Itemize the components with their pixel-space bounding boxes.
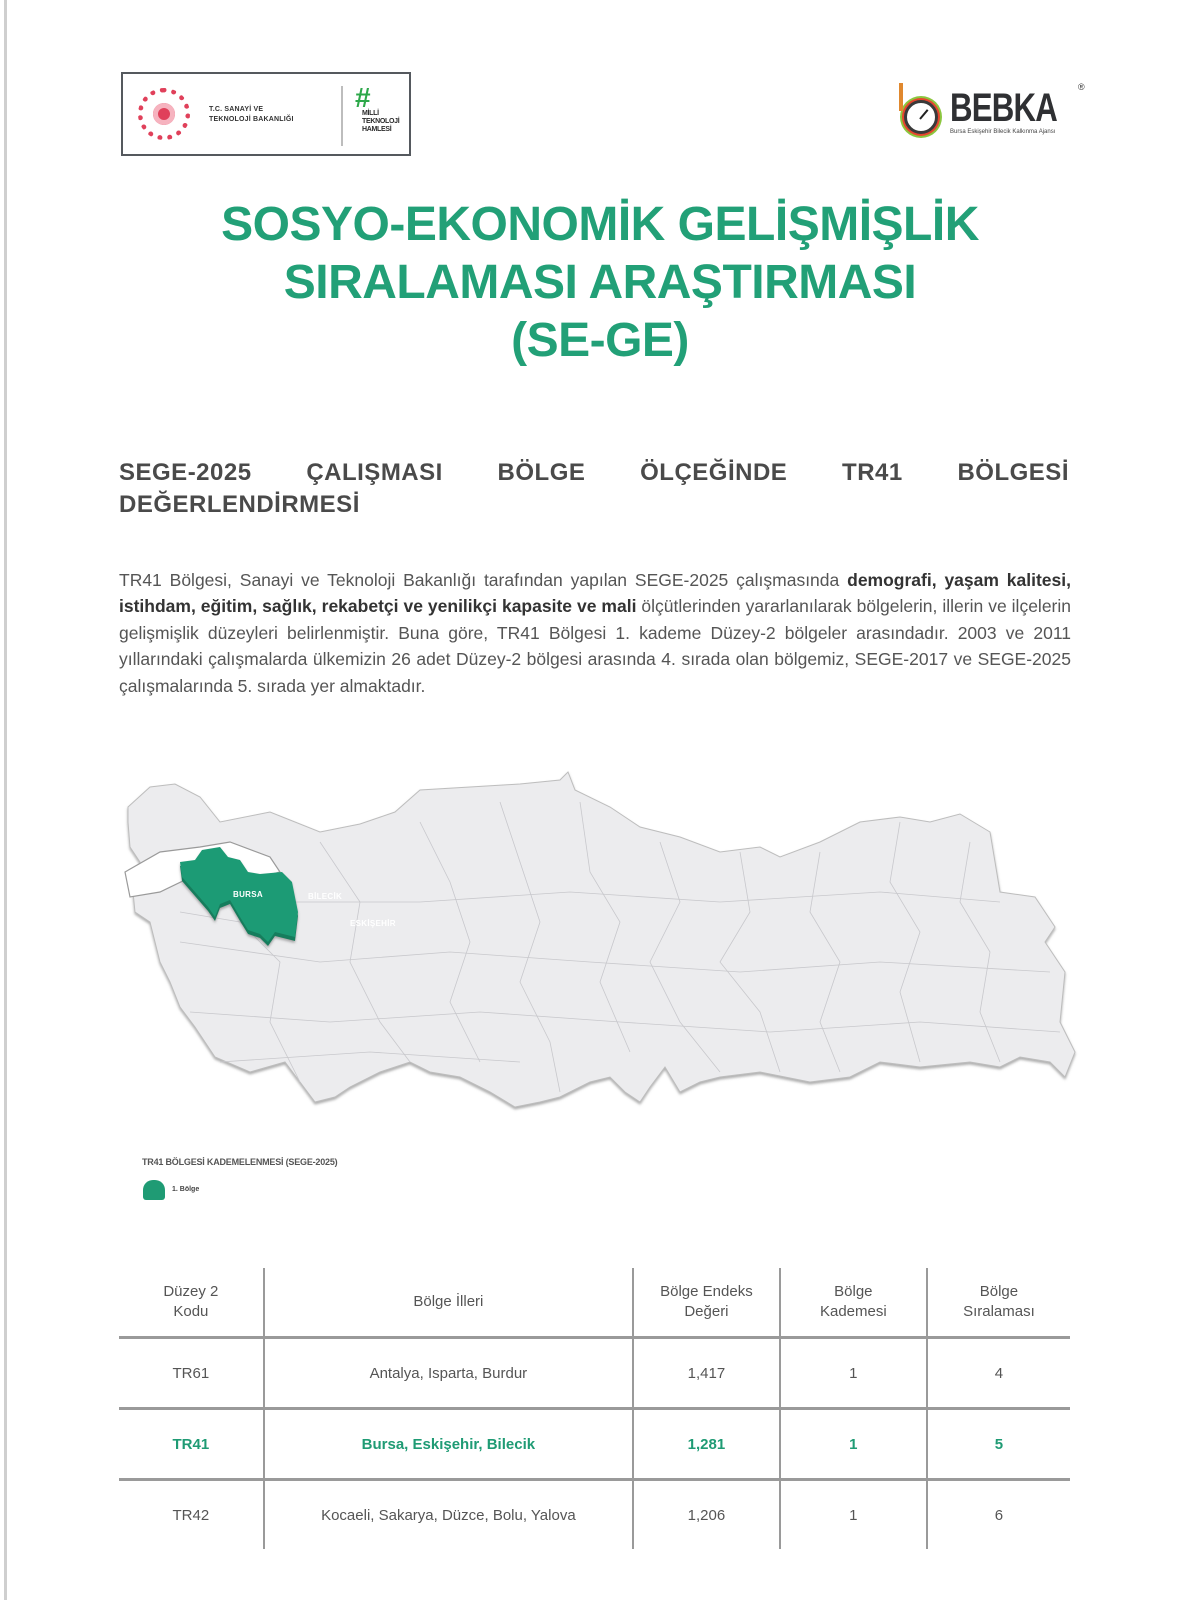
page-title-line3: (SE-GE) (511, 314, 689, 367)
ministry-name-line2: TEKNOLOJİ BAKANLIĞI (209, 116, 294, 123)
paragraph-bold-criteria: demografi, yaşam kalitesi, istihdam, eğitim, sağlık, rekabetçi ve yenilikçi kapasite ve mali (119, 569, 1071, 617)
cell-rank: 5 (927, 1409, 1070, 1480)
registered-mark: ® (1078, 82, 1085, 92)
map-label-bilecik: BİLECİK (308, 892, 343, 901)
hashtag-icon: # (355, 82, 371, 113)
section-heading (119, 457, 1069, 521)
sege-ranking-table (119, 1268, 1070, 1549)
heading-word: SEGE-2025 (119, 459, 252, 486)
cell-provinces: Antalya, Isparta, Burdur (264, 1338, 633, 1409)
page-title (0, 196, 1200, 370)
map-label-bursa: BURSA (233, 890, 263, 899)
paragraph-intro: TR41 Bölgesi, Sanayi ve Teknoloji Bakanlığı tarafından yapılan SEGE-2025 çalışmasında (119, 569, 848, 590)
ministry-logo (121, 72, 411, 156)
logo-divider (341, 86, 343, 146)
cell-provinces: Kocaeli, Sakarya, Düzce, Bolu, Yalova (264, 1480, 633, 1550)
ministry-name-line1: T.C. SANAYİ VE (209, 106, 264, 113)
map-legend-title: TR41 BÖLGESİ KADEMELENMESİ (SEGE-2025) (142, 1157, 338, 1167)
cell-tier: 1 (780, 1338, 927, 1409)
cell-code: TR42 (172, 1506, 210, 1524)
body-paragraph (119, 567, 1071, 700)
paragraph-rest: ölçütlerinden yararlanılarak bölgelerin, illerin ve ilçelerin gelişmişlik düzeyleri belirlenmiştir. Buna göre, TR41 Bölgesi 1. kademe Düzey-2 bölgeler arasındadır. 2003 ve 2011 yıllarındaki çalışmalarda ülkemizin 26 adet Düzey-2 bölgesi arasında 4. sırada olan bölgemiz, SEGE-2017 ve SEGE-2025 çalışmalarında 5. sırada yer almaktadır. (119, 596, 1071, 696)
header-provinces: Bölge İlleri (264, 1268, 633, 1338)
page-title-line1: SOSYO-EKONOMİK GELİŞMİŞLİK (221, 198, 979, 251)
cell-code: TR61 (119, 1338, 264, 1409)
cell-index: 1,206 (633, 1480, 780, 1550)
cell-rank: 4 (927, 1338, 1070, 1409)
ministry-emblem-icon (138, 88, 190, 140)
turkey-map (120, 762, 1080, 1142)
legend-label-tier1: 1. Bölge (172, 1186, 200, 1193)
turkey-map-graphic (120, 762, 1080, 1142)
page-title-line2: SIRALAMASI ARAŞTIRMASI (283, 256, 917, 309)
section-heading-line1 (119, 457, 1069, 489)
bebka-wordmark: BEBKA (950, 86, 1058, 130)
bebka-tagline: Bursa Eskişehir Bilecik Kalkınma Ajansı (950, 129, 1056, 135)
hashtag-text: MİLLİ TEKNOLOJİ HAMLESİ (362, 110, 400, 133)
cell-provinces: Bursa, Eskişehir, Bilecik (264, 1409, 633, 1480)
header-code: Düzey 2 Kodu (119, 1268, 264, 1338)
bebka-logo (902, 82, 1085, 142)
hashtag-logo (355, 84, 399, 146)
bebka-gauge-icon (904, 100, 938, 134)
cell-tier: 1 (780, 1480, 927, 1550)
heading-word: ÇALIŞMASI (306, 459, 443, 486)
header-tier: Bölge Kademesi (780, 1268, 927, 1338)
table-row (119, 1338, 1070, 1409)
legend-swatch-tier1 (143, 1180, 165, 1200)
table-row-highlighted (119, 1409, 1070, 1480)
header-rank: Bölge Sıralaması (927, 1268, 1070, 1338)
cell-code: TR41 (119, 1409, 264, 1480)
cell-rank: 6 (927, 1480, 1070, 1550)
cell-tier: 1 (780, 1409, 927, 1480)
cell-index: 1,281 (633, 1409, 780, 1480)
section-heading-line2: DEĞERLENDİRMESİ (119, 491, 360, 518)
ministry-name (209, 105, 294, 125)
table-row (119, 1480, 1070, 1550)
heading-word: TR41 (842, 459, 903, 486)
cell-index: 1,417 (633, 1338, 780, 1409)
table-header-row (119, 1268, 1070, 1338)
header-index: Bölge Endeks Değeri (633, 1268, 780, 1338)
map-label-eskisehir: ESKİŞEHİR (350, 919, 396, 928)
heading-word: BÖLGE (497, 459, 586, 486)
heading-word: ÖLÇEĞİNDE (640, 459, 788, 486)
heading-word: BÖLGESİ (957, 459, 1069, 486)
